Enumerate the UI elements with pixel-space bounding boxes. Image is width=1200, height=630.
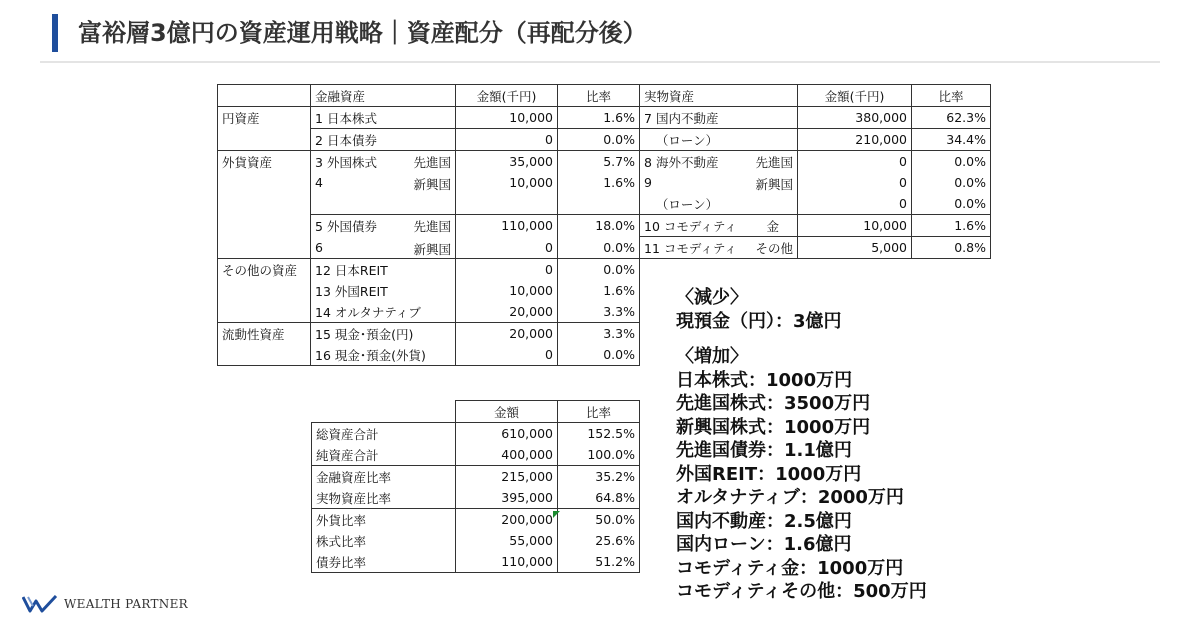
blank-cell [640,259,991,281]
amount-cell: 0 [456,344,558,366]
ratio-cell: 3.3% [558,301,640,323]
summary-amount: 55,000 [456,530,558,551]
real-asset-cell [640,129,798,151]
table-row [218,172,991,193]
ratio-cell: 5.7% [558,151,640,173]
real-asset-no: 8 [644,154,652,170]
category-empty [218,344,311,366]
ratio-cell: 1.6% [558,280,640,301]
header-ratio: 比率 [558,85,640,107]
amount-cell: 10,000 [456,280,558,301]
amount-cell: 0 [456,259,558,281]
table-row [218,259,991,281]
table-row [312,551,640,573]
summary-header-ratio: 比率 [558,401,640,423]
asset-cell [311,259,456,281]
increase-item: 国内不動産：2.5億円 [676,510,852,532]
summary-label: 総資産合計 [312,423,456,445]
asset-name: 外国債券 [326,218,377,234]
real-ratio-cell: 0.0% [912,193,991,215]
decrease-item: 現預金（円）：3億円 [676,310,842,332]
increase-item: コモディティ金：1000万円 [676,557,904,579]
asset-cell [311,280,456,301]
category-liquid: 流動性資産 [218,323,311,345]
asset-no: 16 [315,347,331,363]
ratio-cell: 0.0% [558,237,640,259]
asset-name: 現金･預金(外貨) [334,347,426,363]
asset-no: 4 [315,175,323,190]
real-asset-no: 10 [644,218,660,234]
asset-no: 5 [315,218,323,234]
asset-region: 先進国 [413,218,451,234]
asset-cell [311,323,456,345]
amount-cell: 0 [456,129,558,151]
summary-label: 純資産合計 [312,444,456,466]
summary-table [311,400,640,573]
ratio-cell [558,193,640,215]
increase-item: 先進国債券：1.1億円 [676,440,852,461]
title-divider [40,61,1160,63]
real-asset-name: （ローン） [655,132,719,148]
summary-ratio: 50.0% [558,509,640,531]
real-ratio-cell: 34.4% [912,129,991,151]
ratio-cell: 18.0% [558,215,640,237]
header-category [218,85,311,107]
increase-item: オルタナティブ：2000万円 [676,487,904,508]
real-asset-cell [640,107,798,129]
real-ratio-cell: 1.6% [912,215,991,237]
increase-item: 外国REIT：1000万円 [676,463,862,485]
table-row [312,423,640,445]
real-asset-no: 7 [644,110,652,126]
notes-spacer [676,333,927,345]
real-asset-no: 9 [644,175,652,190]
summary-amount: 110,000 [456,551,558,573]
header-ratio-real: 比率 [912,85,991,107]
real-asset-name: 海外不動産 [655,154,719,170]
header-amount: 金額(千円) [456,85,558,107]
asset-cell [311,301,456,323]
real-asset-cell [640,172,798,193]
real-amount-cell: 10,000 [798,215,912,237]
asset-cell [311,151,456,173]
category-yen: 円資産 [218,107,311,129]
table-row [218,151,991,173]
real-asset-cell [640,215,798,237]
asset-name: 外国株式 [326,154,377,170]
summary-ratio: 35.2% [558,466,640,488]
real-asset-region: 金 [766,218,779,234]
summary-amount: 200,000 [456,509,558,531]
asset-cell [311,129,456,151]
real-amount-cell: 380,000 [798,107,912,129]
real-amount-cell: 5,000 [798,237,912,259]
real-asset-region: 新興国 [755,177,793,192]
cell-comment-marker [553,511,560,518]
asset-cell [311,193,456,215]
real-asset-cell [640,237,798,259]
table-row [218,215,991,237]
summary-header-row [312,401,640,423]
amount-cell: 20,000 [456,323,558,345]
asset-name: オルタナティブ [334,304,421,320]
real-amount-cell: 0 [798,172,912,193]
increase-item: コモディティその他：500万円 [676,581,927,602]
asset-region: 新興国 [413,177,451,192]
asset-name: 日本債券 [326,132,377,148]
real-ratio-cell: 62.3% [912,107,991,129]
amount-cell: 10,000 [456,107,558,129]
ratio-cell: 0.0% [558,259,640,281]
amount-cell: 0 [456,237,558,259]
real-asset-name: コモディティ [663,240,737,256]
summary-amount: 400,000 [456,444,558,466]
asset-no: 2 [315,132,323,148]
real-ratio-cell: 0.0% [912,172,991,193]
category-empty [218,129,311,151]
category-empty [218,237,311,259]
category-empty [218,301,311,323]
ratio-cell: 0.0% [558,344,640,366]
table-row [312,466,640,488]
summary-amount: 395,000 [456,487,558,509]
table-row [312,509,640,531]
real-amount-cell: 0 [798,193,912,215]
summary-ratio: 152.5% [558,423,640,445]
table-row [312,444,640,466]
company-logo [22,595,188,613]
ratio-cell: 3.3% [558,323,640,345]
asset-no: 12 [315,262,331,278]
asset-no: 14 [315,304,331,320]
asset-region: 先進国 [413,154,451,170]
asset-name: 日本REIT [334,262,388,278]
real-asset-region: 先進国 [755,154,793,170]
increase-item: 新興国株式：1000万円 [676,416,871,438]
table-row [218,193,991,215]
summary-header-amount: 金額 [456,401,558,423]
real-asset-no: 11 [644,240,660,256]
summary-ratio: 25.6% [558,530,640,551]
wp-logo-icon [22,595,58,613]
asset-cell [311,344,456,366]
asset-region: 新興国 [413,241,451,257]
asset-name: 日本株式 [326,110,377,126]
reallocation-notes [676,286,927,604]
asset-no: 3 [315,154,323,170]
summary-ratio: 51.2% [558,551,640,573]
increase-item: 日本株式：1000万円 [676,369,853,391]
real-asset-region: その他 [755,240,793,256]
asset-name: 外国REIT [334,283,388,299]
category-foreign: 外貨資産 [218,151,311,173]
table-row [218,107,991,129]
summary-amount: 215,000 [456,466,558,488]
asset-no: 6 [315,239,323,255]
asset-no: 15 [315,326,331,342]
asset-no: 1 [315,110,323,126]
real-ratio-cell: 0.8% [912,237,991,259]
ratio-cell: 1.6% [558,172,640,193]
asset-cell [311,237,456,259]
real-ratio-cell: 0.0% [912,151,991,173]
summary-label: 株式比率 [312,530,456,551]
summary-amount: 610,000 [456,423,558,445]
table-header-row [218,85,991,107]
real-amount-cell: 0 [798,151,912,173]
asset-cell [311,215,456,237]
summary-label: 外貨比率 [312,509,456,531]
category-empty [218,193,311,215]
asset-name: 現金･預金(円) [334,326,414,342]
amount-cell: 20,000 [456,301,558,323]
category-empty [218,280,311,301]
real-asset-cell [640,193,798,215]
asset-no: 13 [315,283,331,299]
summary-label: 債券比率 [312,551,456,573]
table-row [218,237,991,259]
summary-ratio: 64.8% [558,487,640,509]
table-row [218,129,991,151]
asset-cell [311,172,456,193]
logo-text: WEALTH PARTNER [64,597,188,611]
summary-header-blank [312,401,456,423]
real-asset-name: （ローン） [655,196,719,212]
table-row [312,530,640,551]
amount-cell [456,193,558,215]
amount-cell: 10,000 [456,172,558,193]
increase-item: 先進国株式：3500万円 [676,393,871,414]
summary-ratio: 100.0% [558,444,640,466]
real-asset-name: 国内不動産 [655,110,719,126]
title-accent-bar [52,14,58,52]
real-amount-cell: 210,000 [798,129,912,151]
increase-item: 国内ローン：1.6億円 [676,534,852,555]
increase-heading: 〈増加〉 [676,346,748,367]
header-financial: 金融資産 [311,85,456,107]
real-asset-cell [640,151,798,173]
summary-label: 実物資産比率 [312,487,456,509]
category-other: その他の資産 [218,259,311,281]
category-empty [218,215,311,237]
decrease-heading: 〈減少〉 [676,287,748,308]
amount-cell: 110,000 [456,215,558,237]
asset-cell [311,107,456,129]
table-row [312,487,640,509]
amount-cell: 35,000 [456,151,558,173]
page-title: 富裕層3億円の資産運用戦略｜資産配分（再配分後） [78,19,647,47]
ratio-cell: 1.6% [558,107,640,129]
ratio-cell: 0.0% [558,129,640,151]
header-amount-real: 金額(千円) [798,85,912,107]
category-empty [218,172,311,193]
summary-label: 金融資産比率 [312,466,456,488]
real-asset-name: コモディティ [663,218,737,234]
header-real: 実物資産 [640,85,798,107]
